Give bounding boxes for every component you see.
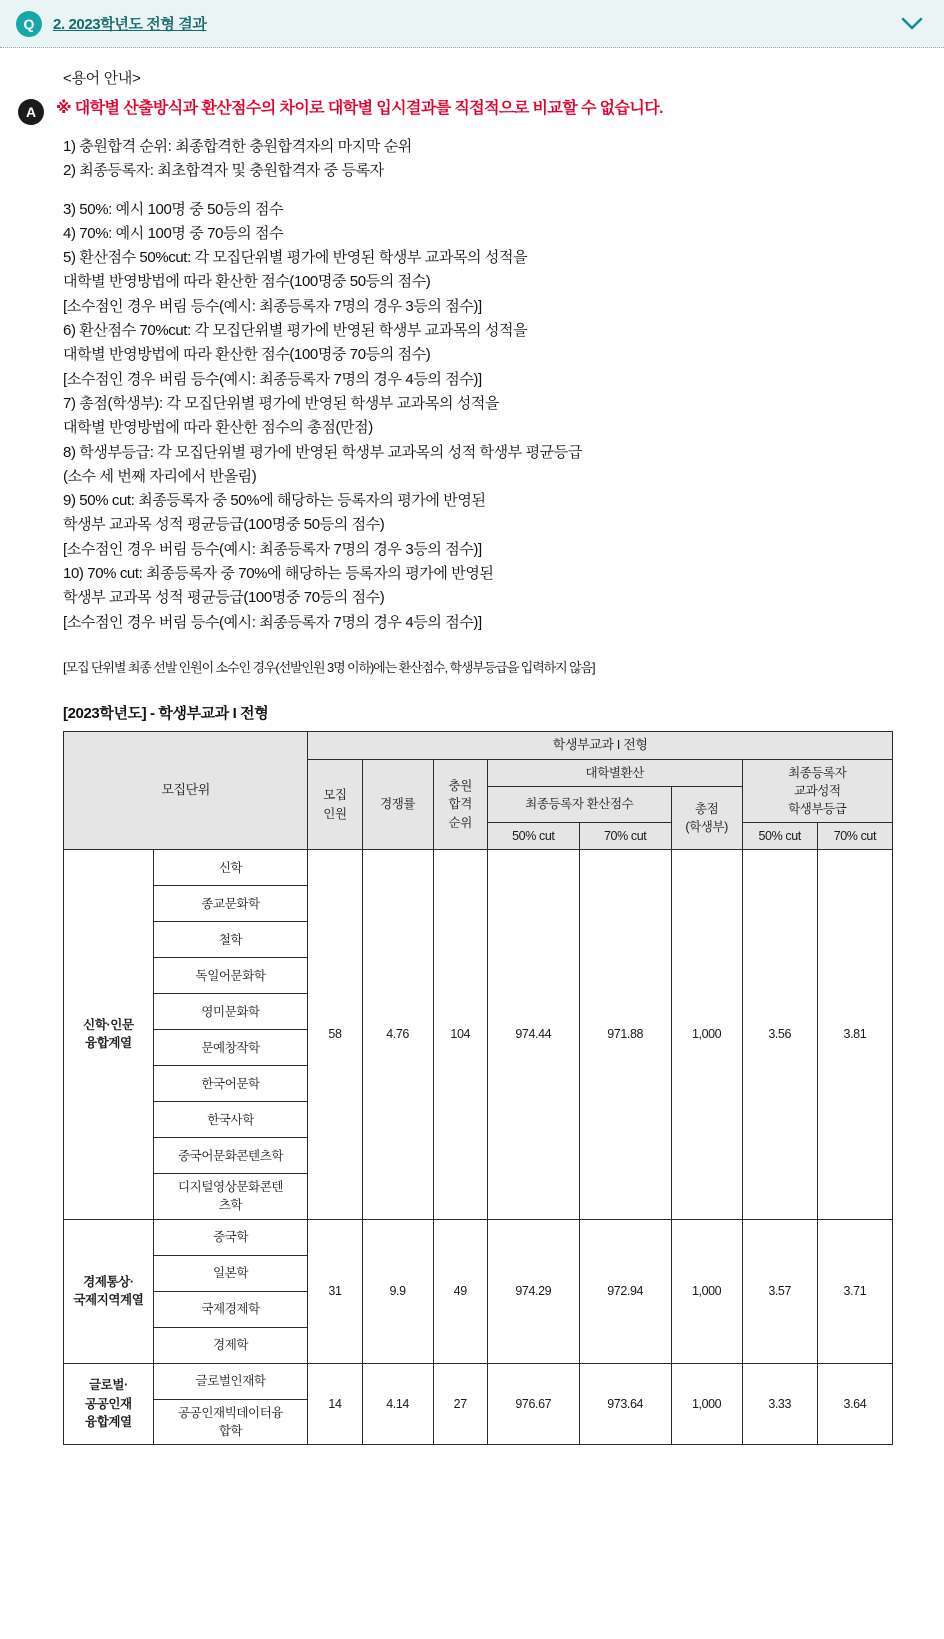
grade-cut70-cell: 3.71 [817,1219,892,1363]
legend-line: (소수 세 번째 자리에서 반올림) [63,467,257,485]
department-cell [153,1255,308,1291]
competition-rate-cell: 4.76 [362,850,433,1219]
group-name-cell [64,1219,154,1363]
total-score-cell: 1,000 [671,1363,742,1444]
legend-spacer [63,184,926,198]
department-name-line: 합학 [218,1423,243,1438]
legend-line: [소수점인 경우 버림 등수(예시: 최종등록자 7명의 경우 4등의 점수)] [63,370,482,388]
conversion-cut50-cell: 976.67 [487,1363,579,1444]
grade-cut50-cell: 3.56 [742,850,817,1219]
results-table-wrapper [63,731,881,1445]
grade-cut50-cell: 3.57 [742,1219,817,1363]
table-row [64,1363,893,1399]
chevron-down-icon[interactable] [900,12,924,36]
legend-block [63,135,926,635]
conversion-cut70-cell: 973.64 [579,1363,671,1444]
answer-warning-row [18,98,926,125]
header-quota-line1: 모집 [323,788,347,803]
legend-line: 2) 최종등록자: 최초합격자 및 충원합격자 중 등록자 [63,162,384,180]
additional-pass-rank-cell: 27 [433,1363,487,1444]
department-name-line: 영미문화학 [201,1004,260,1019]
department-name-line: 종교문화학 [201,896,260,911]
legend-line: 대학별 반영방법에 따라 환산한 점수(100명중 50등의 점수) [63,273,431,291]
legend-line: [소수점인 경우 버림 등수(예시: 최종등록자 7명의 경우 3등의 점수)] [63,540,482,558]
grade-cut50-cell: 3.33 [742,1363,817,1444]
department-name-line: 일본학 [213,1265,249,1280]
legend-line: 5) 환산점수 50%cut: 각 모집단위별 평가에 반영된 학생부 교과목의 성적을 [63,249,528,267]
department-cell [153,1102,308,1138]
total-score-cell: 1,000 [671,850,742,1219]
conversion-cut70-cell: 971.88 [579,850,671,1219]
header-rank [433,759,487,850]
table-row [64,850,893,886]
department-cell [153,1399,308,1444]
department-name-line: 디지털영상문화콘텐 [178,1180,284,1195]
header-final-grade-line2: 교과성적 [793,783,841,798]
table-header-row-1 [64,731,893,759]
legend-line: 대학별 반영방법에 따라 환산한 점수의 총점(만점) [63,419,373,437]
department-name-line: 한국어문학 [201,1076,260,1091]
table-row [64,1219,893,1255]
department-name-line: 문예창작학 [201,1040,260,1055]
header-conv-cut50: 50% cut [487,823,579,850]
legend-footnote: [모집 단위별 최종 선발 인원이 소수인 경우(선발인원 3명 이하)에는 환산점수, 학생부등급을 입력하지 않음] [63,659,595,675]
legend-line: 3) 50%: 예시 100명 중 50등의 점수 [63,200,284,218]
department-name-line: 공공인재빅데이터융 [178,1405,284,1420]
legend-line: 학생부 교과목 성적 평균등급(100명중 50등의 점수) [63,516,385,534]
department-name-line: 츠학 [218,1198,243,1213]
total-score-cell: 1,000 [671,1219,742,1363]
department-name-line: 중국학 [213,1229,249,1244]
department-name-line: 경제학 [213,1337,249,1352]
header-grade-cut70: 70% cut [817,823,892,850]
group-name-line: 공공인재 [85,1396,132,1411]
table-head [64,731,893,849]
grade-cut70-cell: 3.81 [817,850,892,1219]
department-cell [153,1066,308,1102]
legend-line: 학생부 교과목 성적 평균등급(100명중 70등의 점수) [63,589,385,607]
competition-rate-cell: 4.14 [362,1363,433,1444]
term-guide-heading: <용어 안내> [63,70,141,87]
header-final-grade [742,759,892,822]
department-cell [153,922,308,958]
quota-cell: 31 [308,1219,362,1363]
faq-answer-body [0,48,944,1455]
answer-badge: A [18,99,44,125]
department-name-line: 글로벌인재학 [195,1373,266,1388]
department-name-line: 중국어문화콘텐츠학 [178,1148,284,1163]
header-unit: 모집단위 [64,731,308,849]
group-name-line: 신학·인문 [83,1018,134,1033]
header-conversion: 대학별환산 [487,759,742,786]
group-name-line: 국제지역계열 [73,1293,144,1308]
header-final-grade-line3: 학생부등급 [788,802,847,817]
question-badge: Q [16,11,42,37]
table-body [64,850,893,1445]
department-cell [153,1138,308,1174]
legend-line: [소수점인 경우 버림 등수(예시: 최종등록자 7명의 경우 4등의 점수)] [63,613,482,631]
header-grade-cut50: 50% cut [742,823,817,850]
group-name-line: 융합계열 [85,1414,132,1429]
department-cell [153,1291,308,1327]
conversion-cut50-cell: 974.29 [487,1219,579,1363]
department-cell [153,1327,308,1363]
department-name-line: 국제경제학 [201,1301,260,1316]
department-cell [153,1219,308,1255]
grade-cut70-cell: 3.64 [817,1363,892,1444]
header-total-line1: 총점 [694,801,719,816]
header-quota [308,759,362,850]
header-rank-line3: 순위 [448,815,472,830]
legend-line: 9) 50% cut: 최종등록자 중 50%에 해당하는 등록자의 평가에 반영된 [63,492,486,510]
department-cell [153,1174,308,1219]
legend-line: 1) 충원합격 순위: 최종합격한 충원합격자의 마지막 순위 [63,138,412,155]
department-cell [153,1030,308,1066]
department-cell [153,994,308,1030]
group-name-cell [64,850,154,1219]
department-name-line: 신학 [218,860,243,875]
header-rank-line2: 합격 [448,797,472,812]
header-rank-line1: 충원 [448,779,472,794]
quota-cell: 14 [308,1363,362,1444]
department-name-line: 철학 [218,932,243,947]
legend-line: 4) 70%: 예시 100명 중 70등의 점수 [63,224,284,242]
group-name-cell [64,1363,154,1444]
legend-line: 8) 학생부등급: 각 모집단위별 평가에 반영된 학생부 교과목의 성적 학생부 평균등급 [63,443,582,461]
legend-line: 6) 환산점수 70%cut: 각 모집단위별 평가에 반영된 학생부 교과목의 성적을 [63,322,528,340]
header-quota-line2: 인원 [323,806,347,821]
additional-pass-rank-cell: 49 [433,1219,487,1363]
header-scheme: 학생부교과 I 전형 [308,731,893,759]
department-cell [153,850,308,886]
legend-line: 대학별 반영방법에 따라 환산한 점수(100명중 70등의 점수) [63,346,431,364]
department-cell [153,886,308,922]
faq-accordion-header[interactable] [0,0,944,48]
admissions-results-table [63,731,893,1445]
header-total [671,786,742,849]
legend-line: 10) 70% cut: 최종등록자 중 70%에 해당하는 등록자의 평가에 반영된 [63,565,494,583]
header-conv-cut70: 70% cut [579,823,671,850]
header-final-score: 최종등록자 환산점수 [487,786,671,822]
warning-text: ※ 대학별 산출방식과 환산점수의 차이로 대학별 입시결과를 직접적으로 비교할 수 없습니다. [56,100,663,117]
department-cell [153,958,308,994]
table-caption: [2023학년도] - 학생부교과 I 전형 [63,704,269,722]
header-total-line2: (학생부) [685,820,728,835]
header-competition: 경쟁률 [362,759,433,850]
department-name-line: 한국사학 [207,1112,254,1127]
department-name-line: 독일어문화학 [195,968,266,983]
competition-rate-cell: 9.9 [362,1219,433,1363]
conversion-cut70-cell: 972.94 [579,1219,671,1363]
faq-title[interactable]: 2. 2023학년도 전형 결과 [53,16,207,33]
group-name-line: 경제통상· [83,1274,134,1289]
legend-line: 7) 총점(학생부): 각 모집단위별 평가에 반영된 학생부 교과목의 성적을 [63,394,500,412]
legend-line: [소수점인 경우 버림 등수(예시: 최종등록자 7명의 경우 3등의 점수)] [63,297,482,315]
conversion-cut50-cell: 974.44 [487,850,579,1219]
additional-pass-rank-cell: 104 [433,850,487,1219]
group-name-line: 글로벌· [88,1378,128,1393]
department-cell [153,1363,308,1399]
header-final-grade-line1: 최종등록자 [788,765,847,780]
group-name-line: 융합계열 [85,1036,132,1051]
quota-cell: 58 [308,850,362,1219]
